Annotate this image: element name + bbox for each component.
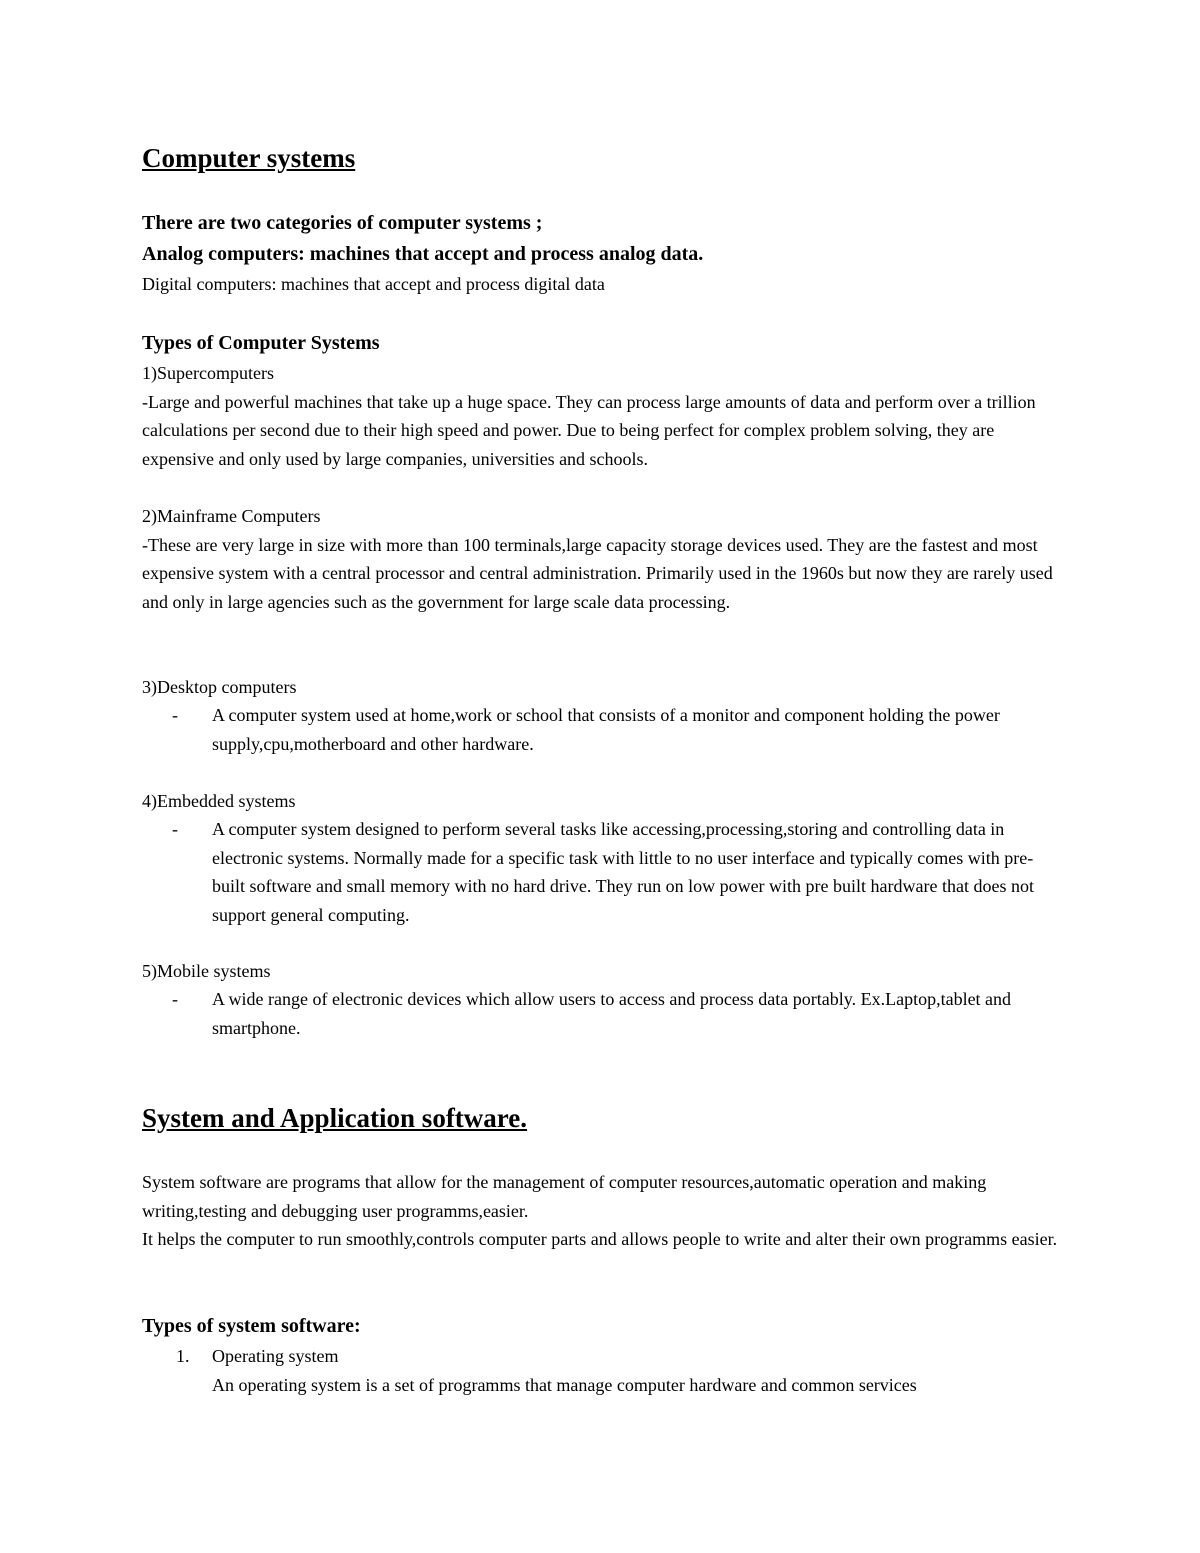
bullet-text: A wide range of electronic devices which allow users to access and process data portably. Ex.Laptop,tablet and smartphone. (212, 989, 1012, 1038)
bullet-marker: - (172, 819, 178, 839)
section-body (142, 1168, 1062, 1254)
intro-line-categories: There are two categories of computer systems ; (142, 212, 543, 234)
paragraph: It helps the computer to run smoothly,controls computer parts and allows people to write and alter their own programms easier. (142, 1229, 1058, 1249)
type-label: 1)Supercomputers (142, 363, 274, 383)
type-mainframe (142, 502, 1062, 616)
bullet-marker: - (172, 989, 178, 1009)
paragraph: System software are programs that allow for the management of computer resources,automatic operation and making writing,testing and debugging user programms,easier. (142, 1172, 987, 1221)
type-description: -These are very large in size with more than 100 terminals,large capacity storage devices used. They are the fastest and most expensive system with a central processor and central administration. Primarily used in the 1960s but now they are rarely used and only in large agencies such as the government for large scale data processing. (142, 534, 1053, 612)
bullet-item-embedded (174, 815, 1044, 929)
system-types-heading: Types of system software: (142, 1315, 361, 1337)
bullet-text: A computer system used at home,work or school that consists of a monitor and component holding the power supply,cpu,motherboard and other hardware. (212, 705, 1000, 754)
type-label-embedded: 4)Embedded systems (142, 791, 296, 811)
type-label: 2)Mainframe Computers (142, 506, 321, 526)
bullet-marker: - (172, 705, 178, 725)
item-title: Operating system (212, 1346, 339, 1366)
type-label-mobile: 5)Mobile systems (142, 961, 271, 981)
item-description: An operating system is a set of programms that manage computer hardware and common services (212, 1374, 917, 1395)
numbered-item-operating-system (176, 1342, 1076, 1399)
types-heading: Types of Computer Systems (142, 332, 380, 354)
intro-line-digital: Digital computers: machines that accept and process digital data (142, 274, 605, 294)
page-title: Computer systems (142, 143, 356, 173)
type-supercomputers (142, 359, 1062, 473)
type-description: -Large and powerful machines that take up a huge space. They can process large amounts of data and perform over a trillion calculations per second due to their high speed and power. Due to being perfect for complex problem solving, they are expensive and only used by large companies, universities and schools. (142, 391, 1036, 469)
section-title: System and Application software. (142, 1103, 528, 1133)
bullet-text: A computer system designed to perform several tasks like accessing,processing,storing and controlling data in electronic systems. Normally made for a specific task with little to no user interface and typically comes with pre-built software and small memory with no hard drive. They run on low power with pre built hardware that does not support general computing. (212, 819, 1034, 925)
bullet-item-mobile (174, 985, 1044, 1042)
list-number: 1. (176, 1346, 190, 1366)
intro-section (142, 208, 1062, 299)
type-label-desktop: 3)Desktop computers (142, 677, 297, 697)
intro-line-analog: Analog computers: machines that accept and process analog data. (142, 243, 704, 265)
bullet-item-desktop (174, 701, 1044, 758)
